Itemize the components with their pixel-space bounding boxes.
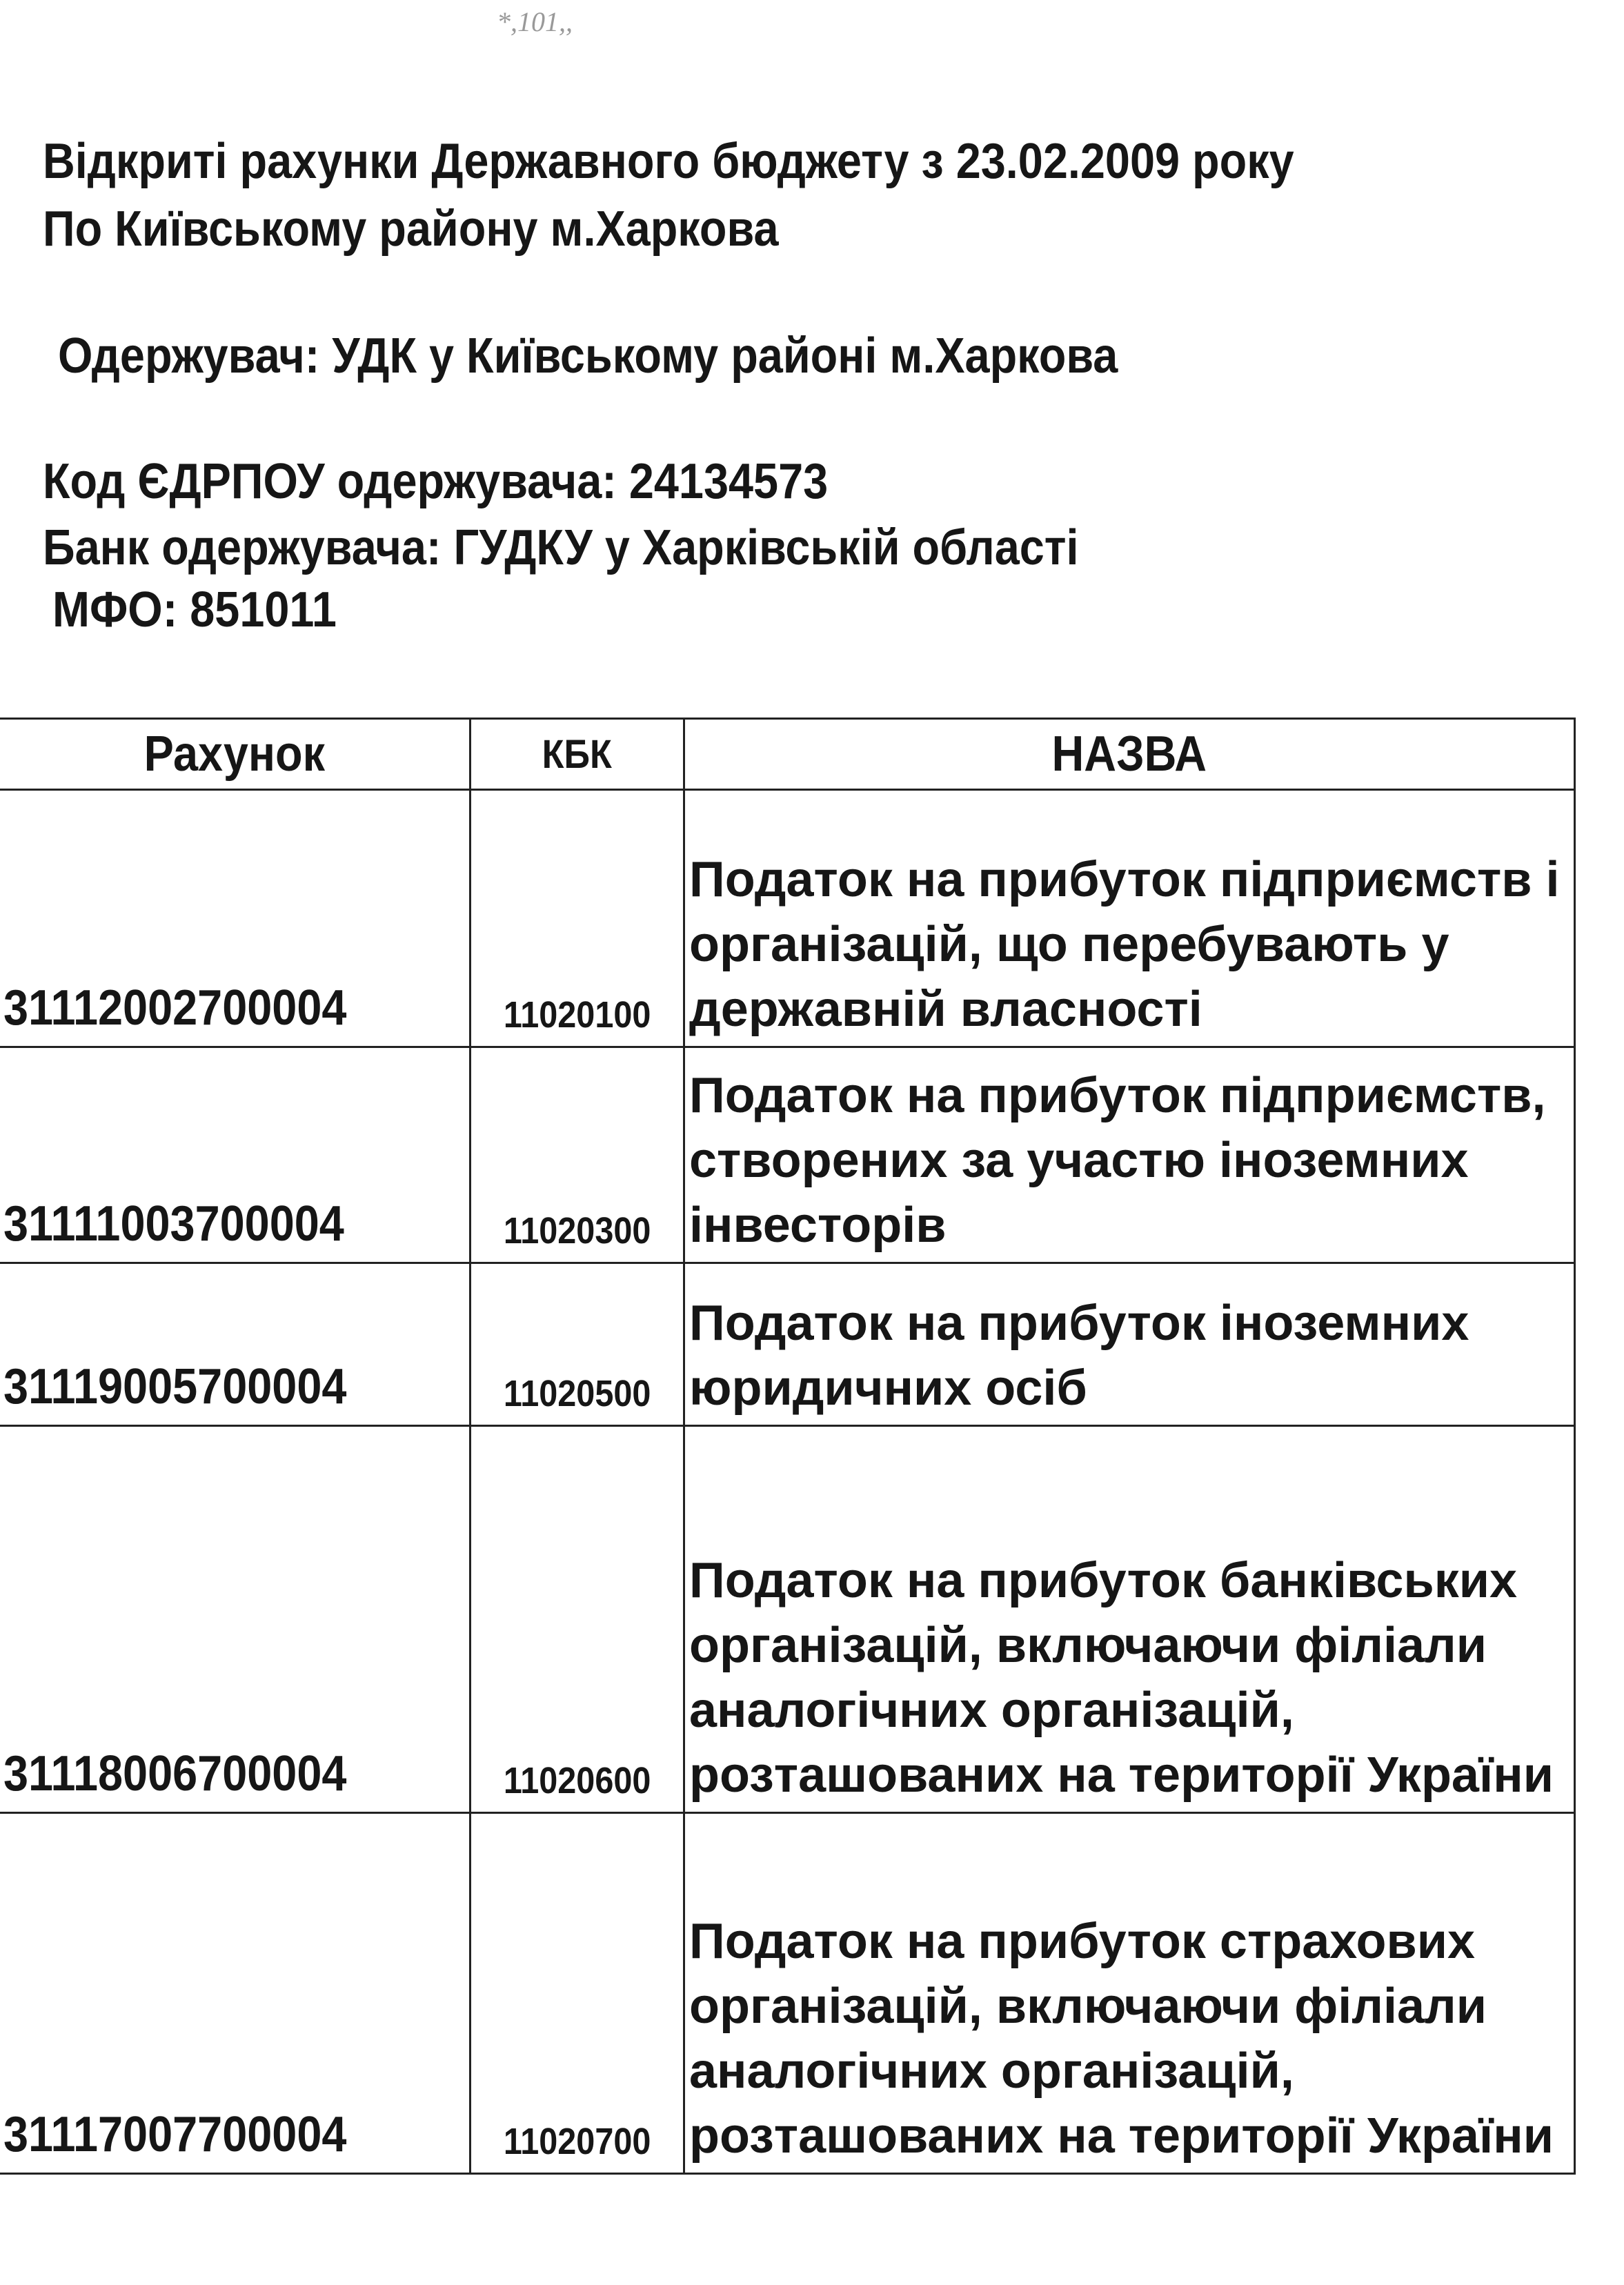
account-cell: 31118006700004 [0,1426,471,1813]
recipient-bank: Банк одержувача: ГУДКУ у Харківській області [43,520,1079,575]
table-row [0,1426,1575,1813]
mfo: МФО: 851011 [52,582,337,637]
header-account: Рахунок [0,719,471,790]
name-cell: Податок на прибуток іноземних юридичних осіб [684,1263,1575,1426]
title-line-2: По Київському району м.Харкова [43,201,779,257]
recipient: Одержувач: УДК у Київському районі м.Харкова [58,328,1118,384]
name-cell: Податок на прибуток підприємств і організацій, що перебувають у державній власності [684,790,1575,1047]
accounts-table [0,718,1576,2175]
name-cell: Податок на прибуток підприємств, створених за участю іноземних інвесторів [684,1047,1575,1263]
table-row [0,1813,1575,2174]
header-name: НАЗВА [684,719,1575,790]
account-cell: 31117007700004 [0,1813,471,2174]
kbk-cell: 11020600 [471,1426,684,1813]
kbk-cell: 11020300 [471,1047,684,1263]
account-cell: 31112002700004 [0,790,471,1047]
handwritten-note: *,101,, [497,6,573,37]
account-cell: 31119005700004 [0,1263,471,1426]
table-row [0,1263,1575,1426]
name-cell: Податок на прибуток страхових організацій, включаючи філіали аналогічних організацій, розташованих на території України [684,1813,1575,2174]
title-line-1: Відкриті рахунки Державного бюджету з 23.02.2009 року [43,134,1294,189]
table-row [0,790,1575,1047]
name-cell: Податок на прибуток банківських організацій, включаючи філіали аналогічних організацій, розташованих на території України [684,1426,1575,1813]
kbk-cell: 11020100 [471,790,684,1047]
table-row [0,1047,1575,1263]
kbk-cell: 11020700 [471,1813,684,2174]
edrpou-code: Код ЄДРПОУ одержувача: 24134573 [43,454,829,509]
kbk-cell: 11020500 [471,1263,684,1426]
account-cell: 31111003700004 [0,1047,471,1263]
header-kbk: КБК [471,719,684,790]
table-header-row [0,719,1575,790]
